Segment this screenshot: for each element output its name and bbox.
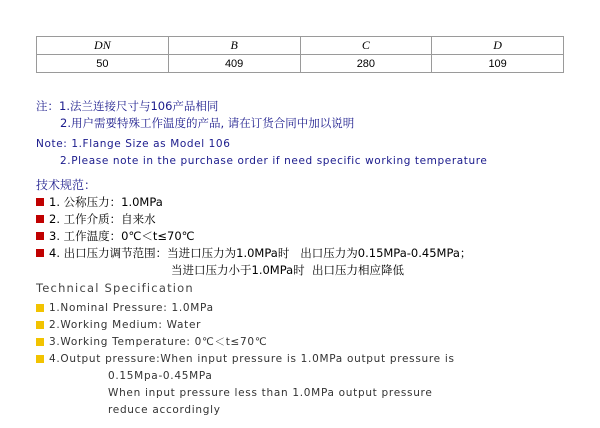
spec-chinese-item-1 [36,194,195,211]
note-english [36,136,488,170]
spec-chinese-item-4 [36,245,471,279]
spec-english-item-4-label: 4.Output pressure: [49,353,161,365]
table-cell-dn: 50 [37,55,169,73]
square-bullet-icon [36,355,44,363]
square-bullet-icon [36,232,44,240]
note-english-line-1: Note: 1.Flange Size as Model 106 [36,138,231,150]
square-bullet-icon [36,321,44,329]
spec-english-item-4-line-4: reduce accordingly [108,404,221,416]
spec-chinese-item-4-row-1 [36,245,471,262]
note-english-line-2: 2.Please note in the purchase order if need specific working temperature [60,155,488,167]
note-chinese-line-1: 注：1.法兰连接尺寸与106产品相同 [36,99,219,113]
spec-english-item-4-line-1: When input pressure is 1.0MPa output pressure is [160,353,455,365]
spec-chinese-item-3-text: 3. 工作温度：0℃＜t≤70℃ [49,229,195,243]
table-cell-d: 109 [432,55,564,73]
spec-chinese-item-4-label: 4. 出口压力调节范围： [49,246,168,260]
table-cell-c: 280 [300,55,432,73]
spec-english-item-2 [36,317,214,334]
spec-english-item-4-row-1 [36,351,455,368]
spec-english-item-3 [36,334,267,351]
spec-english-item-4-line-2: 0.15Mpa-0.45MPa [108,370,213,382]
table-header-cell-b: B [168,37,300,55]
spec-english-item-4-line-3: When input pressure less than 1.0MPa output pressure [108,387,433,399]
spec-english-item-1 [36,300,214,317]
note-chinese [36,98,354,132]
spec-chinese-item-2-text: 2. 工作介质：自来水 [49,212,156,226]
spec-chinese-list [36,194,195,245]
spec-english-item-1-text: 1.Nominal Pressure: 1.0MPa [49,302,214,314]
spec-english-item-3-text: 3.Working Temperature: 0℃＜t≤70℃ [49,336,268,348]
table-header-row [37,37,564,55]
square-bullet-icon [36,338,44,346]
note-chinese-line-2: 2.用户需要特殊工作温度的产品, 请在订货合同中加以说明 [60,116,355,130]
spec-english-item-2-text: 2.Working Medium: Water [49,319,202,331]
square-bullet-icon [36,198,44,206]
spec-chinese-item-4-line-2: 当进口压力小于1.0MPa时 出口压力相应降低 [171,263,404,277]
spec-chinese-item-3 [36,228,195,245]
spec-english-list [36,300,214,334]
table-header-cell-d: D [432,37,564,55]
spec-chinese-item-4-line-1: 当进口压力为1.0MPa时 出口压力为0.15MPa-0.45MPa； [167,246,472,260]
spec-english-title: Technical Specification [36,281,194,295]
table-cell-b: 409 [168,55,300,73]
table-header-cell-c: C [300,37,432,55]
spec-chinese-item-1-text: 1. 公称压力：1.0MPa [49,195,163,209]
spec-english-item-4 [36,351,455,419]
spec-chinese-title: 技术规范： [36,178,97,192]
dimension-table [36,36,564,73]
table-header-cell-dn: DN [37,37,169,55]
square-bullet-icon [36,215,44,223]
square-bullet-icon [36,304,44,312]
spec-chinese-item-2 [36,211,195,228]
table-row [37,55,564,73]
square-bullet-icon [36,249,44,257]
